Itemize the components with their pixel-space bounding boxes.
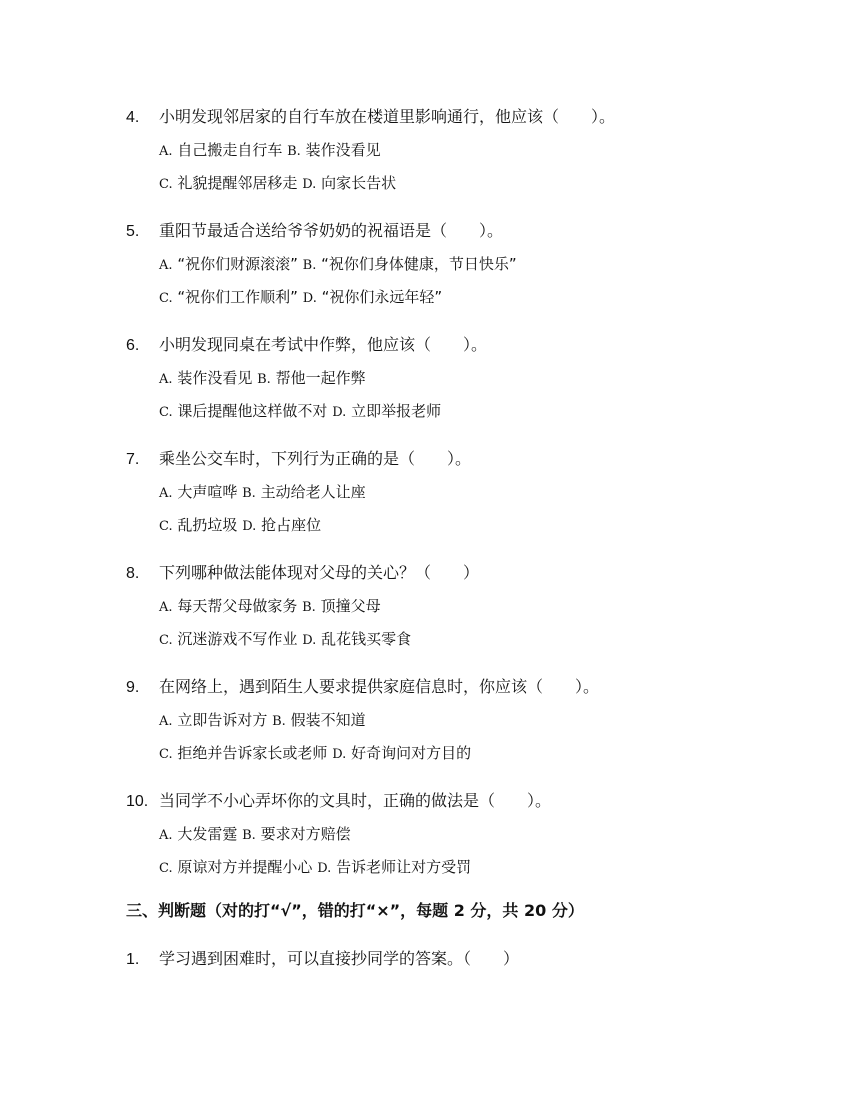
option-letter: B. (302, 600, 316, 615)
option-letter: B. (257, 372, 271, 387)
option-text: 大发雷霆 (177, 825, 238, 843)
option-letter: D. (242, 519, 257, 534)
option-letter: D. (332, 747, 347, 762)
option-letter: D. (332, 405, 347, 420)
option-text: 假装不知道 (290, 711, 366, 729)
option-text: 告诉老师让对方受罚 (336, 858, 472, 876)
option-letter: B. (242, 828, 256, 843)
question-8-options-line-1 (159, 596, 381, 618)
question-5-options-line-2 (159, 287, 442, 309)
option-text: 礼貌提醒邻居移走 (177, 174, 298, 192)
question-text: 重阳节最适合送给爷爷奶奶的祝福语是（ ）。 (159, 221, 504, 240)
option-text: 原谅对方并提醒小心 (177, 858, 313, 876)
question-number: 1. (126, 951, 140, 968)
question-10-options-line-1 (159, 824, 351, 846)
option-text: 抢占座位 (261, 516, 322, 534)
option-text: “祝你们永远年轻” (321, 288, 443, 306)
option-text: 自己搬走自行车 (177, 141, 283, 159)
option-text: 主动给老人让座 (260, 483, 366, 501)
option-letter: C. (159, 291, 173, 306)
question-4-options-line-1 (159, 140, 381, 162)
question-5-options-line-1 (159, 254, 517, 276)
option-text: “祝你们财源滚滚” (177, 255, 298, 273)
question-text: 学习遇到困难时，可以直接抄同学的答案。（ ） (159, 949, 520, 968)
question-10 (126, 791, 766, 812)
option-letter: C. (159, 405, 173, 420)
question-7 (126, 449, 766, 470)
option-letter: B. (272, 714, 286, 729)
option-text: 要求对方赔偿 (260, 825, 351, 843)
option-letter: C. (159, 633, 173, 648)
option-letter: C. (159, 861, 173, 876)
question-number: 8. (126, 565, 140, 582)
question-number: 6. (126, 337, 140, 354)
option-text: 沉迷游戏不写作业 (177, 630, 298, 648)
option-letter: C. (159, 747, 173, 762)
option-text: 装作没看见 (305, 141, 381, 159)
option-letter: A. (159, 372, 173, 387)
option-letter: C. (159, 519, 173, 534)
option-letter: A. (159, 486, 173, 501)
option-text: 乱花钱买零食 (321, 630, 412, 648)
option-letter: B. (302, 258, 317, 273)
question-5 (126, 221, 766, 242)
question-text: 在网络上，遇到陌生人要求提供家庭信息时，你应该（ ）。 (159, 677, 600, 696)
question-text: 下列哪种做法能体现对父母的关心？（ ） (159, 563, 480, 582)
option-text: “祝你们身体健康，节日快乐” (321, 255, 517, 273)
question-text: 小明发现同桌在考试中作弊，他应该（ ）。 (159, 335, 488, 354)
option-letter: D. (302, 291, 317, 306)
question-9 (126, 677, 766, 698)
option-letter: D. (302, 633, 317, 648)
option-text: “祝你们工作顺利” (177, 288, 298, 306)
option-letter: D. (317, 861, 332, 876)
question-8-options-line-2 (159, 629, 411, 651)
question-number: 10. (126, 793, 149, 810)
question-10-options-line-2 (159, 857, 471, 879)
option-letter: A. (159, 144, 173, 159)
option-text: 每天帮父母做家务 (177, 597, 298, 615)
option-letter: A. (159, 258, 173, 273)
question-4 (126, 107, 766, 128)
question-7-options-line-1 (159, 482, 366, 504)
question-number: 4. (126, 109, 140, 126)
question-6-options-line-2 (159, 401, 441, 423)
question-6 (126, 335, 766, 356)
option-text: 向家长告状 (321, 174, 397, 192)
option-text: 好奇询问对方目的 (351, 744, 472, 762)
option-text: 拒绝并告诉家长或老师 (177, 744, 328, 762)
option-text: 立即举报老师 (351, 402, 442, 420)
question-7-options-line-2 (159, 515, 321, 537)
question-8 (126, 563, 766, 584)
option-letter: A. (159, 828, 173, 843)
question-9-options-line-2 (159, 743, 471, 765)
option-letter: A. (159, 600, 173, 615)
section-heading-true-false: 三、判断题（对的打“√”，错的打“×”，每题 2 分，共 20 分） (126, 901, 584, 920)
question-9-options-line-1 (159, 710, 366, 732)
option-text: 课后提醒他这样做不对 (177, 402, 328, 420)
option-letter: C. (159, 177, 173, 192)
true-false-question-1 (126, 949, 766, 970)
option-letter: B. (242, 486, 256, 501)
option-letter: B. (287, 144, 301, 159)
option-letter: D. (302, 177, 317, 192)
option-letter: A. (159, 714, 173, 729)
option-text: 立即告诉对方 (177, 711, 268, 729)
option-text: 帮他一起作弊 (275, 369, 366, 387)
option-text: 大声喧哗 (177, 483, 238, 501)
question-4-options-line-2 (159, 173, 396, 195)
question-text: 小明发现邻居家的自行车放在楼道里影响通行，他应该（ ）。 (159, 107, 616, 126)
option-text: 装作没看见 (177, 369, 253, 387)
question-number: 9. (126, 679, 140, 696)
question-text: 乘坐公交车时，下列行为正确的是（ ）。 (159, 449, 472, 468)
question-6-options-line-1 (159, 368, 366, 390)
question-number: 7. (126, 451, 140, 468)
option-text: 乱扔垃圾 (177, 516, 238, 534)
question-number: 5. (126, 223, 140, 240)
question-text: 当同学不小心弄坏你的文具时，正确的做法是（ ）。 (159, 791, 552, 810)
option-text: 顶撞父母 (320, 597, 381, 615)
